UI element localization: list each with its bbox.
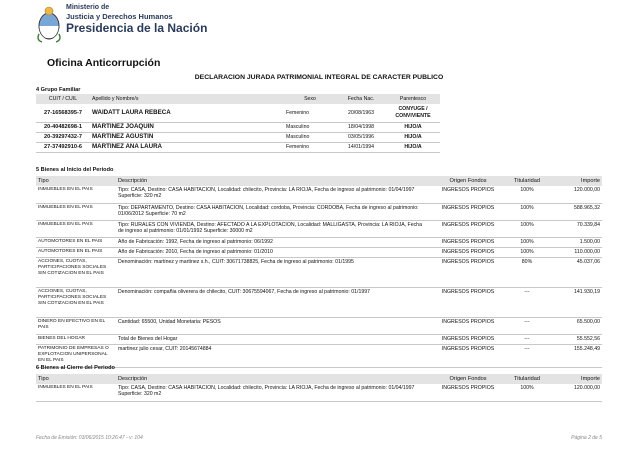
bien-row bbox=[36, 220, 602, 237]
bien-titularidad: 80% bbox=[508, 257, 546, 287]
family-parentesco: HIJO/A bbox=[386, 132, 440, 142]
bien-row bbox=[36, 287, 602, 317]
bienes-cierre-table bbox=[36, 374, 602, 402]
bien-titularidad: 100% bbox=[508, 203, 546, 220]
family-row bbox=[36, 142, 440, 152]
bien-origen: INGRESOS PROPIOS bbox=[428, 247, 508, 257]
bien-origen: INGRESOS PROPIOS bbox=[428, 220, 508, 237]
bien-row bbox=[36, 247, 602, 257]
family-name: WAIDATT LAURA REBECA bbox=[90, 104, 284, 122]
col-origen: Origen Fondos bbox=[428, 374, 508, 384]
bienes-inicio-section-title: 5 Bienes al Inicio del Periodo bbox=[36, 167, 114, 173]
bien-tipo: ACCIONES, CUOTAS, PARTICIPACIONES SOCIALES SIN COTIZACION EN EL PAIS bbox=[36, 287, 116, 317]
col-titularidad: Titularidad bbox=[508, 374, 546, 384]
bien-desc: Cantidad: 65500, Unidad Monetaria: PESOS bbox=[116, 317, 428, 334]
emission-date: Fecha de Emisión: 03/06/2015 10:26:47 - v: 104 bbox=[36, 435, 143, 441]
family-fecha: 14/01/1994 bbox=[336, 142, 386, 152]
family-table bbox=[36, 94, 440, 153]
bien-titularidad: --- bbox=[508, 344, 546, 367]
col-tipo: Tipo bbox=[36, 176, 116, 186]
family-row bbox=[36, 132, 440, 142]
bien-desc: Tipo: CASA, Destino: CASA HABITACION, Localidad: chilecito, Provincia: LA RIOJA, Fecha de ingreso al patrimonio: 01/04/1997 Superficie: 320 m2 bbox=[116, 186, 428, 203]
bien-tipo: DINERO EN EFECTIVO EN EL PAIS bbox=[36, 317, 116, 334]
ministry-line3: Presidencia de la Nación bbox=[66, 21, 208, 35]
bien-origen: INGRESOS PROPIOS bbox=[428, 203, 508, 220]
bien-importe: 155.248,49 bbox=[546, 344, 602, 367]
bien-desc: Tipo: RURALES CON VIVIENDA, Destino: AFECTADO A LA EXPLOTACION, Localidad: MALLIGASTA, Provincia: LA RIOJA, Fecha de ingreso al patrimonio: 01/01/1992 Superficie: 30000 m2 bbox=[116, 220, 428, 237]
col-tipo: Tipo bbox=[36, 374, 116, 384]
bien-tipo: PATRIMONIO DE EMPRESAS O EXPLOTACION UNIPERSONAL EN EL PAIS bbox=[36, 344, 116, 367]
bien-importe: 110.000,00 bbox=[546, 247, 602, 257]
family-fecha: 03/05/1996 bbox=[336, 132, 386, 142]
bien-tipo: AUTOMOTORES EN EL PAIS bbox=[36, 237, 116, 247]
col-descripcion: Descripción bbox=[116, 374, 428, 384]
ministry-logo bbox=[36, 4, 207, 44]
family-fecha: 18/04/1998 bbox=[336, 122, 386, 132]
bien-row bbox=[36, 203, 602, 220]
family-sexo: Masculino bbox=[284, 122, 336, 132]
family-sexo: Femenino bbox=[284, 142, 336, 152]
family-name: MARTINEZ ANA LAURA bbox=[90, 142, 284, 152]
bien-desc: martinez julio cesar, CUIT: 20145674884 bbox=[116, 344, 428, 367]
bien-tipo: AUTOMOTORES EN EL PAIS bbox=[36, 247, 116, 257]
document-title: DECLARACION JURADA PATRIMONIAL INTEGRAL DE CARACTER PUBLICO bbox=[194, 74, 444, 81]
bien-origen: INGRESOS PROPIOS bbox=[428, 257, 508, 287]
bienes-cierre-section-title: 6 Bienes al Cierre del Periodo bbox=[36, 365, 115, 371]
family-name: MARTINEZ JOAQUIN bbox=[90, 122, 284, 132]
col-fecha: Fecha Nac. bbox=[336, 94, 386, 104]
bien-origen: INGRESOS PROPIOS bbox=[428, 344, 508, 367]
family-cuit: 20-40482698-1 bbox=[36, 122, 90, 132]
bien-desc: Denominación: martinez y martinez s.h., CUIT: 30671738825, Fecha de ingreso al patrimonio: 01/1995 bbox=[116, 257, 428, 287]
bien-importe: 120.000,00 bbox=[546, 186, 602, 203]
bien-origen: INGRESOS PROPIOS bbox=[428, 334, 508, 344]
family-fecha: 20/08/1963 bbox=[336, 104, 386, 122]
family-sexo: Masculino bbox=[284, 132, 336, 142]
bien-tipo: INMUEBLES EN EL PAIS bbox=[36, 220, 116, 237]
family-cuit: 20-39297432-7 bbox=[36, 132, 90, 142]
bien-tipo: INMUEBLES EN EL PAIS bbox=[36, 186, 116, 203]
bien-importe: 120.000,00 bbox=[546, 384, 602, 401]
bien-row bbox=[36, 237, 602, 247]
bien-titularidad: 100% bbox=[508, 384, 546, 401]
bien-row bbox=[36, 257, 602, 287]
bien-desc: Total de Bienes del Hogar bbox=[116, 334, 428, 344]
bien-importe: 45.037,06 bbox=[546, 257, 602, 287]
bien-desc: Año de Fabricación: 2010, Fecha de ingreso al patrimonio: 01/2010 bbox=[116, 247, 428, 257]
bien-tipo: BIENES DEL HOGAR bbox=[36, 334, 116, 344]
bien-titularidad: --- bbox=[508, 317, 546, 334]
family-name: MARTINEZ AGUSTIN bbox=[90, 132, 284, 142]
bien-tipo: INMUEBLES EN EL PAIS bbox=[36, 203, 116, 220]
family-row bbox=[36, 122, 440, 132]
col-nombre: Apellido y Nombre/s bbox=[90, 94, 284, 104]
bienes-cierre-header-row bbox=[36, 374, 602, 384]
bien-importe: 55.552,56 bbox=[546, 334, 602, 344]
bien-titularidad: --- bbox=[508, 287, 546, 317]
bien-row bbox=[36, 334, 602, 344]
bien-desc: Denominación: compañia oliverera de chilecito, CUIT: 30675594067, Fecha de ingreso al patrimonio: 01/1997 bbox=[116, 287, 428, 317]
family-header-row bbox=[36, 94, 440, 104]
family-parentesco: HIJO/A bbox=[386, 142, 440, 152]
page-number: Página 2 de 5 bbox=[571, 435, 602, 441]
bien-origen: INGRESOS PROPIOS bbox=[428, 317, 508, 334]
bien-importe: 588.965,32 bbox=[546, 203, 602, 220]
bienes-inicio-header-row bbox=[36, 176, 602, 186]
col-origen: Origen Fondos bbox=[428, 176, 508, 186]
col-titularidad: Titularidad bbox=[508, 176, 546, 186]
bien-desc: Tipo: CASA, Destino: CASA HABITACION, Localidad: chilecito, Provincia: LA RIOJA, Fecha de ingreso al patrimonio: 01/04/1997 Superficie: 320 m2 bbox=[116, 384, 428, 401]
bien-origen: INGRESOS PROPIOS bbox=[428, 287, 508, 317]
bien-importe: 70.339,84 bbox=[546, 220, 602, 237]
bien-tipo: ACCIONES, CUOTAS, PARTICIPACIONES SOCIALES SIN COTIZACION EN EL PAIS bbox=[36, 257, 116, 287]
family-cuit: 27-37492910-6 bbox=[36, 142, 90, 152]
col-descripcion: Descripción bbox=[116, 176, 428, 186]
bien-desc: Año de Fabricación: 1992, Fecha de ingreso al patrimonio: 06/1992 bbox=[116, 237, 428, 247]
bien-titularidad: 100% bbox=[508, 186, 546, 203]
col-cuit: CUIT / CUIL bbox=[36, 94, 90, 104]
bien-row bbox=[36, 384, 602, 401]
col-importe: Importe bbox=[546, 374, 602, 384]
bien-origen: INGRESOS PROPIOS bbox=[428, 384, 508, 401]
family-parentesco: HIJO/A bbox=[386, 122, 440, 132]
bien-origen: INGRESOS PROPIOS bbox=[428, 237, 508, 247]
col-importe: Importe bbox=[546, 176, 602, 186]
coat-of-arms-icon bbox=[36, 4, 62, 44]
bien-titularidad: 100% bbox=[508, 220, 546, 237]
bien-row bbox=[36, 317, 602, 334]
bien-titularidad: --- bbox=[508, 334, 546, 344]
bien-row bbox=[36, 344, 602, 367]
bienes-inicio-table bbox=[36, 176, 602, 368]
ministry-line2: Justicia y Derechos Humanos bbox=[66, 12, 173, 21]
col-sexo: Sexo bbox=[284, 94, 336, 104]
bien-importe: 65.500,00 bbox=[546, 317, 602, 334]
bien-desc: Tipo: DEPARTAMENTO, Destino: CASA HABITACION, Localidad: cordoba, Provincia: CORDOBA, Fecha de ingreso al patrimonio: 01/06/2012 Superficie: 70 m2 bbox=[116, 203, 428, 220]
bien-origen: INGRESOS PROPIOS bbox=[428, 186, 508, 203]
bien-importe: 1.500,00 bbox=[546, 237, 602, 247]
family-sexo: Femenino bbox=[284, 104, 336, 122]
bien-importe: 141.930,19 bbox=[546, 287, 602, 317]
bien-row bbox=[36, 186, 602, 203]
family-row bbox=[36, 104, 440, 122]
family-parentesco: CONYUGE / CONVIVIENTE bbox=[386, 104, 440, 122]
family-cuit: 27-16568395-7 bbox=[36, 104, 90, 122]
bien-tipo: INMUEBLES EN EL PAIS bbox=[36, 384, 116, 401]
bien-titularidad: 100% bbox=[508, 237, 546, 247]
bien-titularidad: 100% bbox=[508, 247, 546, 257]
ministry-line1: Ministerio de bbox=[66, 4, 110, 11]
family-section-title: 4 Grupo Familiar bbox=[36, 87, 81, 93]
col-parentesco: Parentesco bbox=[386, 94, 440, 104]
office-name: Oficina Anticorrupción bbox=[47, 57, 161, 69]
